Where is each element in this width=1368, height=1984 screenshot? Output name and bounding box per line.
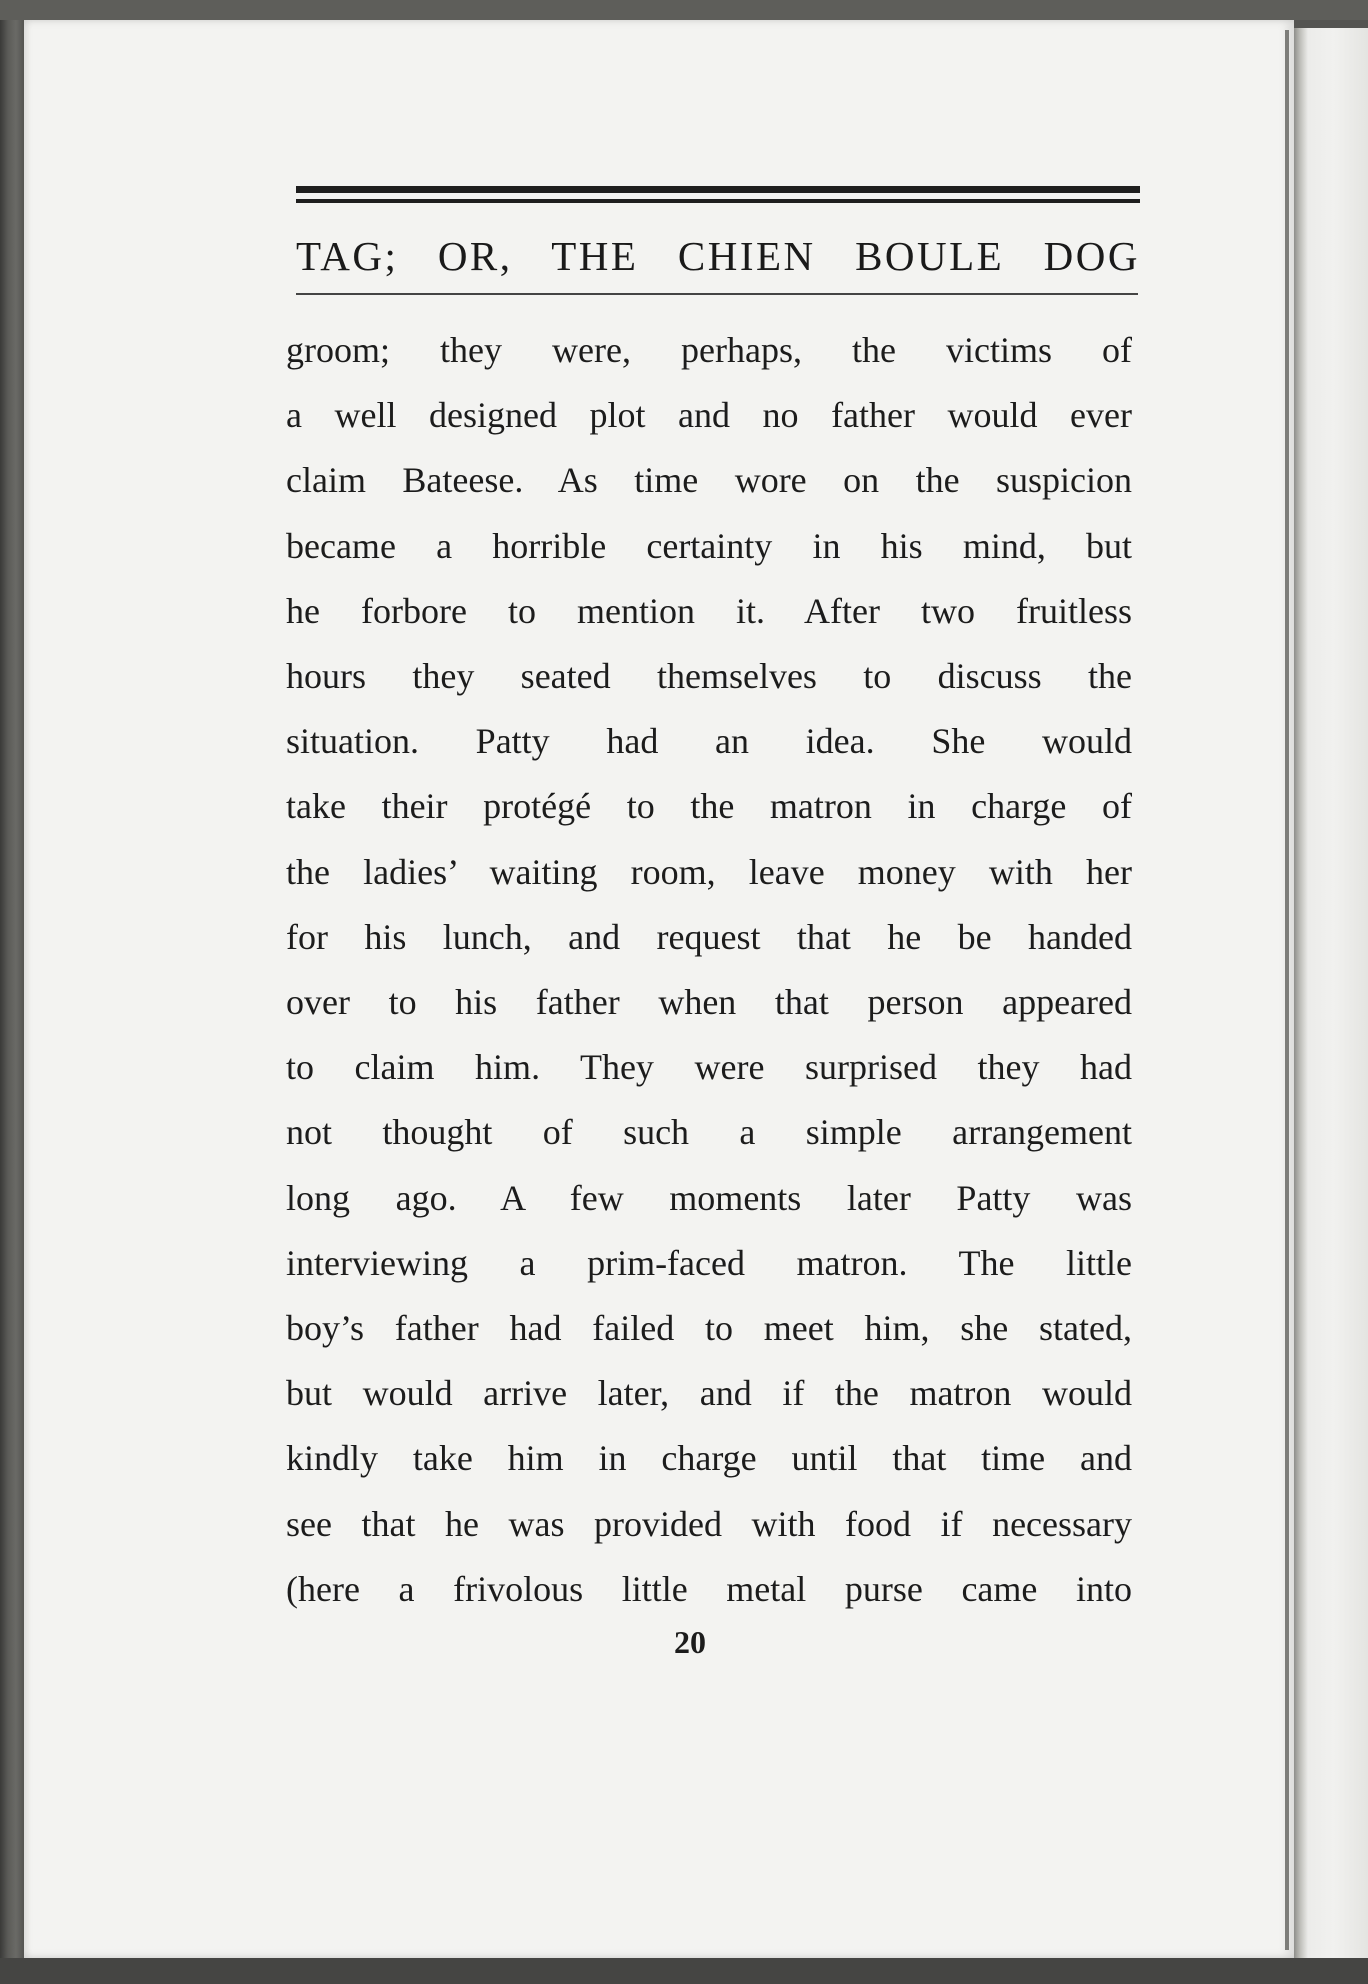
text-line: over to his father when that person appeared xyxy=(286,982,1132,1023)
text-line: to claim him. They were surprised they had xyxy=(286,1047,1132,1088)
text-line: not thought of such a simple arrangement xyxy=(286,1112,1132,1153)
running-head: TAG; OR, THE CHIEN BOULE DOG xyxy=(296,233,1140,279)
text-line: a well designed plot and no father would ever xyxy=(286,395,1132,436)
header-rule-thin xyxy=(296,199,1140,203)
text-line: but would arrive later, and if the matron would xyxy=(286,1373,1132,1414)
scan-bottom-border xyxy=(0,1958,1368,1984)
text-line: claim Bateese. As time wore on the suspicion xyxy=(286,460,1132,501)
scan-top-border xyxy=(0,0,1368,20)
header-rule-thick xyxy=(296,186,1140,193)
running-head-underline xyxy=(296,293,1138,295)
text-line: for his lunch, and request that he be handed xyxy=(286,916,1132,957)
page-gutter-shadow xyxy=(1285,30,1289,1950)
text-line: interviewing a prim-faced matron. The little xyxy=(286,1242,1132,1283)
text-line: hours they seated themselves to discuss the xyxy=(286,656,1132,697)
body-text xyxy=(286,318,1132,1622)
text-line: became a horrible certainty in his mind, but xyxy=(286,525,1132,566)
text-line: he forbore to mention it. After two fruitless xyxy=(286,590,1132,631)
text-line: see that he was provided with food if necessary xyxy=(286,1503,1132,1544)
text-line: the ladies’ waiting room, leave money with her xyxy=(286,851,1132,892)
text-line: boy’s father had failed to meet him, she stated, xyxy=(286,1308,1132,1349)
page-number: 20 xyxy=(674,1624,706,1660)
text-line: long ago. A few moments later Patty was xyxy=(286,1177,1132,1218)
text-line: kindly take him in charge until that time and xyxy=(286,1438,1132,1479)
text-line: situation. Patty had an idea. She would xyxy=(286,721,1132,762)
text-line: (here a frivolous little metal purse came into xyxy=(286,1568,1132,1609)
header-double-rule xyxy=(296,186,1140,203)
text-line: groom; they were, perhaps, the victims of xyxy=(286,330,1132,370)
text-line: take their protégé to the matron in charge of xyxy=(286,786,1132,827)
facing-page-edge xyxy=(1294,28,1368,1958)
